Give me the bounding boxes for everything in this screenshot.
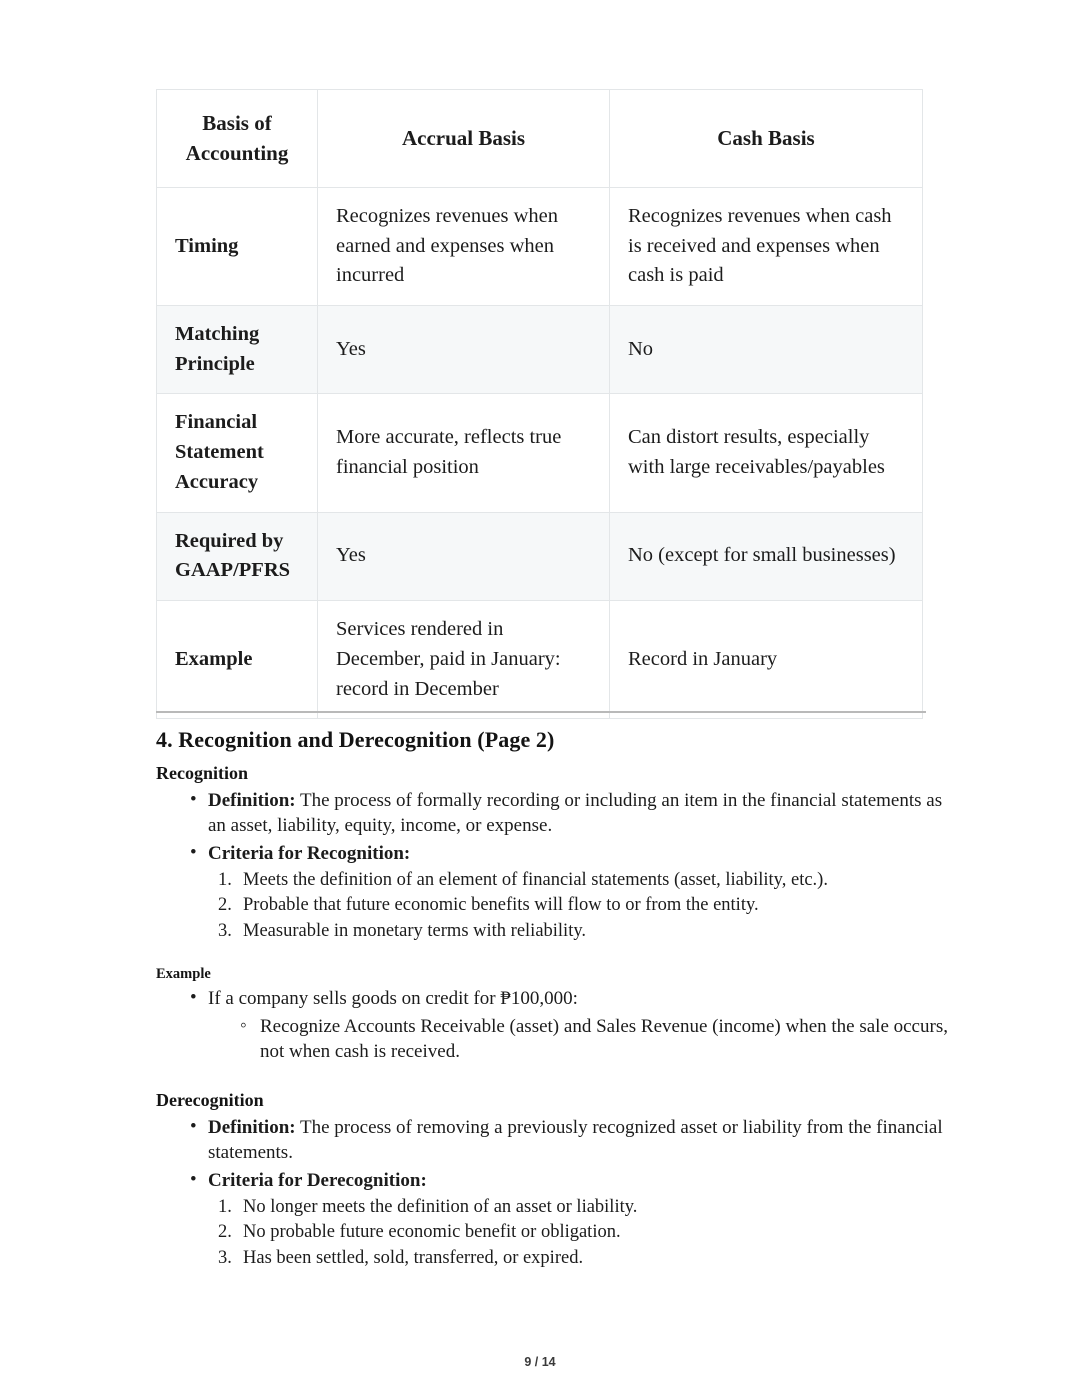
criteria-label: Criteria for Recognition: [208,842,411,864]
example-bullet-list [156,986,956,1011]
list-item-number: 2. [218,895,232,916]
derecognition-bullet-list [156,1115,956,1193]
list-item [156,1168,956,1193]
list-item [156,1195,956,1221]
example-sub-bullet-list [156,1014,956,1065]
table-cell-accrual: More accurate, reflects true financial position [318,394,610,512]
recognition-bullet-list [156,788,956,866]
list-item [156,1220,956,1246]
table-header-basis-of-accounting: Basis of Accounting [157,90,318,188]
list-item-text: Meets the definition of an element of financial statements (asset, liability, etc.). [243,869,828,890]
spacer [156,944,956,966]
list-item [156,1115,956,1166]
table-header-row [157,90,923,188]
table-body [157,187,923,718]
table-cell-accrual: Yes [318,306,610,394]
spacer [156,1064,956,1090]
definition-label: Definition: [208,1117,296,1139]
recognition-heading: Recognition [156,763,248,783]
accrual-vs-cash-basis-table [156,89,923,719]
list-item-text: Has been settled, sold, transferred, or expired. [243,1247,584,1268]
list-item-text: No probable future economic benefit or obligation. [243,1222,621,1243]
list-item-number: 3. [218,920,232,941]
table-header-accrual-basis: Accrual Basis [318,90,610,188]
list-item-text: No longer meets the definition of an asset or liability. [243,1196,638,1217]
table-row [157,394,923,512]
table-row [157,512,923,600]
page-number-footer: 9 / 14 [524,1355,556,1369]
section-divider [156,711,926,713]
table-cell-row-label: Timing [157,187,318,305]
table-header-cash-basis: Cash Basis [610,90,923,188]
criteria-label: Criteria for Derecognition: [208,1169,427,1191]
list-item-text: If a company sells goods on credit for ₱100,000: [208,988,578,1010]
derecognition-heading: Derecognition [156,1090,264,1111]
table-row [157,306,923,394]
list-item-text: Recognize Accounts Receivable (asset) and Sales Revenue (income) when the sale occurs, not when cash is received. [260,1015,948,1062]
table-cell-cash: No (except for small businesses) [610,512,923,600]
table-cell-cash: No [610,306,923,394]
list-item-number: 2. [218,1222,232,1243]
table-cell-row-label: Financial Statement Accuracy [157,394,318,512]
table-cell-accrual: Recognizes revenues when earned and expenses when incurred [318,187,610,305]
example-heading: Example [156,966,211,983]
table-cell-cash: Record in January [610,601,923,719]
table-row [157,187,923,305]
definition-text: The process of formally recording or including an item in the financial statements as an asset, liability, equity, income, or expense. [208,790,943,837]
list-item [156,919,956,945]
table-cell-row-label: Matching Principle [157,306,318,394]
table-cell-cash: Can distort results, especially with large receivables/payables [610,394,923,512]
table-cell-cash: Recognizes revenues when cash is received and expenses when cash is paid [610,187,923,305]
list-item [156,1246,956,1272]
table-cell-accrual: Services rendered in December, paid in January: record in December [318,601,610,719]
recognition-criteria-list [156,868,956,945]
table-cell-row-label: Required by GAAP/PFRS [157,512,318,600]
list-item [156,868,956,894]
table-cell-accrual: Yes [318,512,610,600]
list-item [156,893,956,919]
table-cell-row-label: Example [157,601,318,719]
section-content [156,727,956,1271]
list-item-number: 1. [218,869,232,890]
table-header-row-group [157,90,923,188]
list-item-number: 1. [218,1196,232,1217]
list-item-number: 3. [218,1247,232,1268]
table-row [157,601,923,719]
definition-label: Definition: [208,790,296,811]
definition-text: The process of removing a previously recognized asset or liability from the financial statements. [208,1117,943,1164]
derecognition-criteria-list [156,1195,956,1272]
list-item [156,1014,956,1065]
list-item [156,841,956,866]
page-title: 4. Recognition and Derecognition (Page 2) [156,727,555,752]
list-item [156,986,956,1011]
list-item-text: Measurable in monetary terms with reliability. [243,920,587,941]
list-item [156,788,956,839]
list-item-text: Probable that future economic benefits will flow to or from the entity. [243,895,759,916]
